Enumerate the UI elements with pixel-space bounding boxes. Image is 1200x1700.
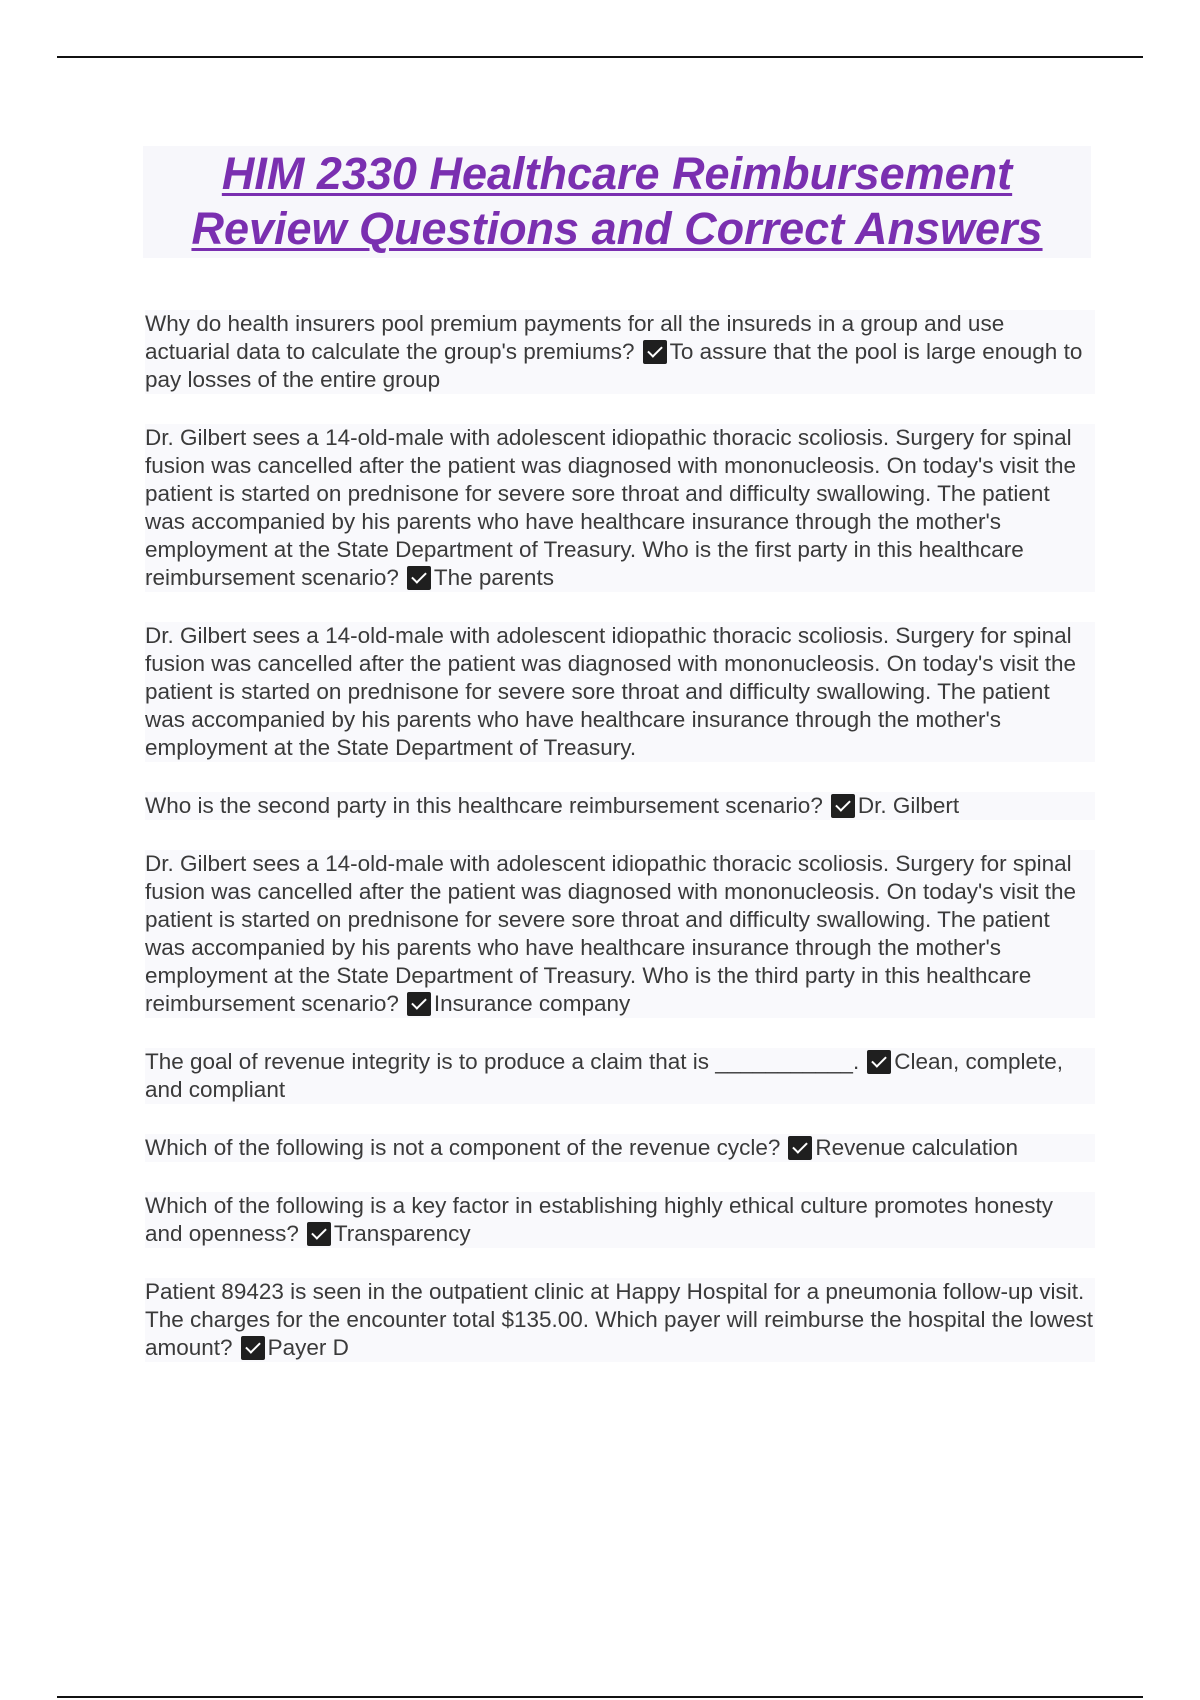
answer-text: Transparency xyxy=(333,1221,471,1246)
qa-item xyxy=(145,1134,1095,1162)
question-text: The goal of revenue integrity is to produce a claim that is ___________. xyxy=(145,1049,860,1074)
answer-text: To assure that the pool is large enough to pay losses of the entire group xyxy=(145,339,1083,392)
question-text: Dr. Gilbert sees a 14-old-male with adolescent idiopathic thoracic scoliosis. Surgery for spinal fusion was cancelled after the patient was diagnosed with mononucleosis. On today's visit the patient is started on prednisone for severe sore throat and difficulty swallowing. The patient was accompanied by his parents who have healthcare insurance through the mother's employment at the State Department of Treasury. xyxy=(145,623,1077,760)
document-title xyxy=(143,146,1091,258)
qa-item xyxy=(145,1278,1095,1362)
bottom-rule xyxy=(57,1696,1143,1698)
title-line-2: Review Questions and Correct Answers xyxy=(191,203,1043,254)
question-text: Who is the second party in this healthcare reimbursement scenario? xyxy=(145,793,823,818)
question-text: Which of the following is not a component of the revenue cycle? xyxy=(145,1135,781,1160)
answer-text: Clean, complete, and compliant xyxy=(145,1049,1064,1102)
answer-text: The parents xyxy=(433,565,554,590)
question-text: Patient 89423 is seen in the outpatient clinic at Happy Hospital for a pneumonia follow-up visit. The charges for the encounter total $135.00. Which payer will reimburse the hospital the lowest amount? xyxy=(145,1279,1094,1360)
question-text: Dr. Gilbert sees a 14-old-male with adolescent idiopathic thoracic scoliosis. Surgery for spinal fusion was cancelled after the patient was diagnosed with mononucleosis. On today's visit the patient is started on prednisone for severe sore throat and difficulty swallowing. The patient was accompanied by his parents who have healthcare insurance through the mother's employment at the State Department of Treasury. Who is the third party in this healthcare reimbursement scenario? xyxy=(145,851,1077,1016)
qa-item xyxy=(145,310,1095,394)
question-text: Which of the following is a key factor in establishing highly ethical culture promotes honesty and openness? xyxy=(145,1193,1053,1246)
checkmark-icon xyxy=(307,1222,331,1246)
checkmark-icon xyxy=(788,1136,812,1160)
qa-item xyxy=(145,1048,1095,1104)
question-text: Why do health insurers pool premium payments for all the insureds in a group and use actuarial data to calculate the group's premiums? xyxy=(145,311,1005,364)
answer-text: Revenue calculation xyxy=(815,1135,1019,1160)
top-rule xyxy=(57,56,1143,58)
checkmark-icon xyxy=(241,1336,265,1360)
question-text: Dr. Gilbert sees a 14-old-male with adolescent idiopathic thoracic scoliosis. Surgery for spinal fusion was cancelled after the patient was diagnosed with mononucleosis. On today's visit the patient is started on prednisone for severe sore throat and difficulty swallowing. The patient was accompanied by his parents who have healthcare insurance through the mother's employment at the State Department of Treasury. Who is the first party in this healthcare reimbursement scenario? xyxy=(145,425,1077,590)
answer-text: Payer D xyxy=(267,1335,349,1360)
answer-text: Dr. Gilbert xyxy=(857,793,960,818)
qa-item xyxy=(145,850,1095,1018)
checkmark-icon xyxy=(831,794,855,818)
checkmark-icon xyxy=(643,340,667,364)
qa-list xyxy=(145,310,1095,1362)
qa-item xyxy=(145,792,1095,820)
qa-item xyxy=(145,1192,1095,1248)
title-line-1: HIM 2330 Healthcare Reimbursement xyxy=(221,148,1013,199)
checkmark-icon xyxy=(407,992,431,1016)
qa-item xyxy=(145,622,1095,762)
answer-text: Insurance company xyxy=(433,991,631,1016)
checkmark-icon xyxy=(407,566,431,590)
qa-item xyxy=(145,424,1095,592)
checkmark-icon xyxy=(867,1050,891,1074)
